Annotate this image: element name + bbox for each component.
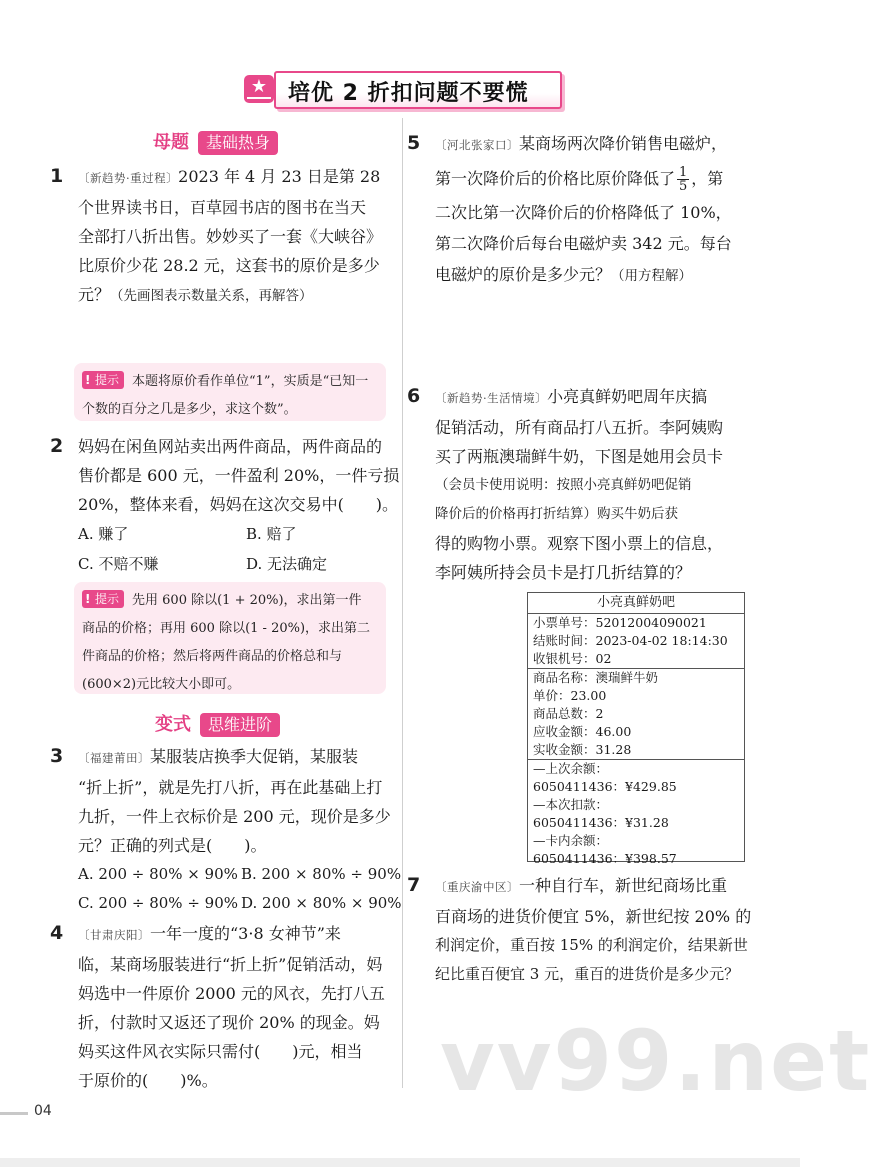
- title-text: 培优 2 折扣问题不要慌: [288, 81, 529, 106]
- receipt-row: 实收金额：31.28: [533, 742, 632, 757]
- question-3: 3 〔福建莆田〕某服装店换季大促销，某服装 “折上折”，就是先打八折，再在此基础上打 九折，一件上衣标价是 200 元，现价是多少 元？正确的列式是( )。: [78, 742, 398, 860]
- question-1: 1 〔新趋势·重过程〕2023 年 4 月 23 日是第 28 个世界读书日，百草园书店的图书在当天 全部打八折出售。妙妙买了一套《大峡谷》 比原价少花 28.2 元，这套书的原价是多少 元？（先画图表示数量关系，再解答）: [78, 162, 398, 311]
- hint-box-1: ! 提示 本题将原价看作单位“1”，实质是“已知一 个数的百分之几是多少，求这个数”。: [74, 363, 386, 421]
- receipt-row: 应收金额：46.00: [533, 724, 632, 739]
- option-c[interactable]: C. 200 ÷ 80% ÷ 90%: [78, 894, 238, 912]
- question-4: 4 〔甘肃庆阳〕一年一度的“3·8 女神节”来 临，某商场服装进行“折上折”促销活动，妈 妈选中一件原价 2000 元的风衣，先打八五 折，付款时又返还了现价 20% 的现金。妈 妈买这件风衣实际只需付( )元，相当 于原价的( )%。: [78, 919, 398, 1095]
- receipt-row: 小票单号：52012004090021: [533, 615, 707, 630]
- question-7: 7 〔重庆渝中区〕一种自行车，新世纪商场比重 百商场的进货价便宜 5%，新世纪按 20% 的 利润定价，重百按 15% 的利润定价，结果新世 纪比重百便宜 3 元，重百的进货价是多少元？: [435, 871, 780, 989]
- option-c[interactable]: C. 不赔不赚: [78, 555, 159, 573]
- question-number: 4: [50, 922, 64, 944]
- section-header-variant: 变式 思维进阶: [152, 713, 280, 737]
- option-a[interactable]: A. 赚了: [78, 525, 129, 543]
- receipt-row: —卡内余额：: [533, 833, 609, 848]
- question-5: 5 〔河北张家口〕某商场两次降价销售电磁炉， 第一次降价后的价格比原价降低了 $\frac{1}{5}$ ，第 二次比第一次降价后的价格降低了 10%， 第二次降价后每台电磁炉卖 342 元。每台 电磁炉的原价是多少元？（用方程解）: [435, 128, 780, 292]
- receipt-row: 6050411436：¥31.28: [533, 815, 669, 830]
- question-number: 1: [50, 165, 64, 187]
- footer-rule: [0, 1112, 28, 1115]
- question-source: 〔河北张家口〕: [435, 138, 519, 152]
- hint-label: ! 提示: [82, 371, 124, 389]
- exclamation-icon: !: [85, 592, 91, 606]
- question-number: 7: [407, 874, 421, 896]
- question-source: 〔新趋势·重过程〕: [78, 171, 179, 185]
- question-source: 〔甘肃庆阳〕: [78, 928, 150, 942]
- page-number: 04: [34, 1103, 52, 1119]
- question-source: 〔新趋势·生活情境〕: [435, 391, 548, 405]
- question-number: 3: [50, 745, 64, 767]
- receipt-row: —上次余额：: [533, 761, 609, 776]
- question-source: 〔重庆渝中区〕: [435, 880, 519, 894]
- question-2: 2 妈妈在闲鱼网站卖出两件商品，两件商品的 售价都是 600 元，一件盈利 20%，一件亏损 20%，整体来看，妈妈在这次交易中( )。: [78, 432, 398, 519]
- fraction-one-fifth: $\frac{1}{5}$: [679, 165, 688, 194]
- question-2-options: [78, 520, 398, 580]
- receipt-title: 小亮真鲜奶吧: [528, 593, 744, 614]
- option-b[interactable]: B. 200 × 80% ÷ 90%: [241, 865, 402, 883]
- question-number: 2: [50, 435, 64, 457]
- receipt-block-item: [528, 668, 744, 759]
- exclamation-icon: !: [85, 373, 91, 387]
- receipt-row: 6050411436：¥398.57: [533, 851, 677, 866]
- section-header-base: 母题 基础热身: [150, 131, 278, 155]
- question-3-options: [78, 860, 402, 918]
- option-d[interactable]: D. 200 × 80% × 90%: [241, 894, 402, 912]
- option-a[interactable]: A. 200 ÷ 80% × 90%: [78, 865, 238, 883]
- question-6: 6 〔新趋势·生活情境〕小亮真鲜奶吧周年庆搞 促销活动，所有商品打八五折。李阿姨购 买了两瓶澳瑞鲜牛奶，下图是她用会员卡 （会员卡使用说明：按照小亮真鲜奶吧促销 降价后的价格再打折结算）购买牛奶后获 得的购物小票。观察下图小票上的信息， 李阿姨所持会员卡是打几折结算的？: [435, 382, 780, 587]
- question-number: 5: [407, 132, 421, 154]
- watermark: vv99.net: [440, 1012, 871, 1110]
- receipt-row: 单价：23.00: [533, 688, 607, 703]
- bottom-edge: [0, 1158, 800, 1167]
- question-number: 6: [407, 385, 421, 407]
- receipt-block-info: [528, 614, 744, 668]
- option-d[interactable]: D. 无法确定: [246, 555, 328, 573]
- hint-label: ! 提示: [82, 590, 124, 608]
- question-source: 〔福建莆田〕: [78, 751, 150, 765]
- receipt-block-balance: [528, 759, 744, 868]
- hint-box-2: ! 提示 先用 600 除以(1 + 20%)，求出第一件 商品的价格；再用 600 除以(1 - 20%)，求出第二 件商品的价格；然后将两件商品的价格总和与 (600×2)元比较大小即可。: [74, 582, 386, 694]
- title-box: [274, 71, 562, 109]
- option-b[interactable]: B. 赔了: [246, 525, 297, 543]
- receipt-row: 商品总数：2: [533, 706, 604, 721]
- column-divider: [402, 118, 403, 1088]
- star-icon: ★: [244, 75, 274, 103]
- receipt-row: 商品名称：澳瑞鲜牛奶: [533, 670, 659, 685]
- receipt-row: 6050411436：¥429.85: [533, 779, 677, 794]
- receipt-row: 结账时间：2023-04-02 18:14:30: [533, 633, 728, 648]
- shopping-receipt: [527, 592, 745, 866]
- receipt-row: —本次扣款：: [533, 797, 609, 812]
- receipt-row: 收银机号：02: [533, 651, 612, 666]
- page-title: [244, 71, 560, 109]
